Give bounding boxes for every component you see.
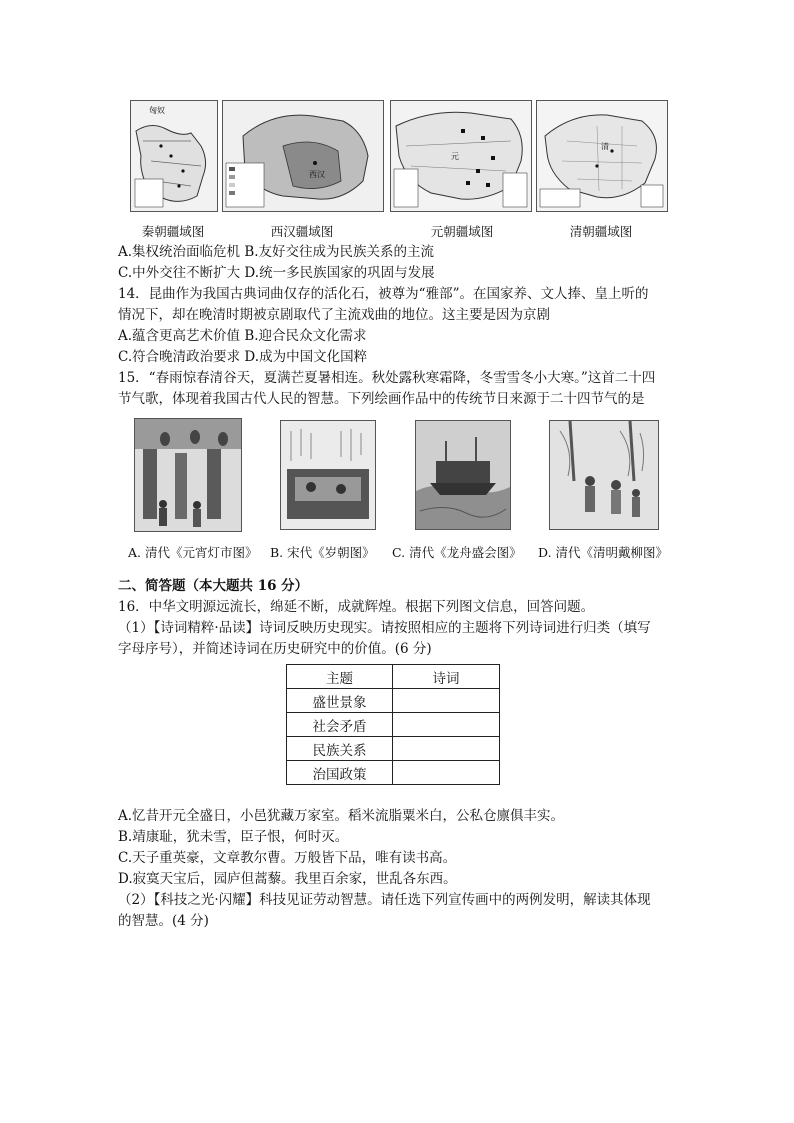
map-xihan-label: 西汉	[309, 170, 325, 179]
q16-part1-line1: （1）【诗词精粹·品读】诗词反映历史现实。请按照相应的主题将下列诗词进行归类（填写	[118, 620, 651, 636]
painting-b-drawing	[281, 421, 375, 529]
map-caption-xihan: 西汉疆域图	[270, 224, 334, 239]
map-qin-drawing	[131, 101, 217, 211]
q16-intro: 16．中华文明源远流长，绵延不断，成就辉煌。根据下列图文信息，回答问题。	[118, 599, 595, 615]
topic-header: 主题	[287, 665, 393, 689]
q14-option-ab: A.蕴含更高艺术价值 B.迎合民众文化需求	[118, 328, 367, 344]
painting-b	[280, 420, 376, 530]
table-row	[287, 713, 500, 737]
q13-option-ab: A.集权统治面临危机 B.友好交往成为民族关系的主流	[118, 244, 435, 260]
painting-c-drawing	[416, 421, 510, 529]
poem-a: A.忆昔开元全盛日，小邑犹藏万家室。稻米流脂粟米白，公私仓廪俱丰实。	[118, 808, 565, 824]
painting-caption-d: D. 清代《清明戴柳图》	[538, 545, 669, 560]
poem-b: B.靖康耻，犹未雪，臣子恨，何时灭。	[118, 829, 349, 845]
table-row	[287, 689, 500, 713]
answer-cell[interactable]	[393, 737, 500, 761]
map-qing-drawing	[537, 101, 667, 211]
poem-c: C.天子重英豪，文章教尔曹。万般皆下品，唯有读书高。	[118, 850, 457, 866]
map-caption-yuan: 元朝疆域图	[430, 224, 494, 239]
q16-part2-line2: 的智慧。(4 分)	[118, 913, 209, 929]
poem-d: D.寂寞天宝后，园庐但蒿藜。我里百余家，世乱各东西。	[118, 871, 457, 887]
q15-stem-line2: 节气歌，体现着我国古代人民的智慧。下列绘画作品中的传统节日来源于二十四节气的是	[118, 391, 645, 407]
painting-a	[134, 418, 242, 532]
painting-caption-c: C. 清代《龙舟盛会图》	[392, 545, 522, 560]
q16-part2-line1: （2）【科技之光·闪耀】科技见证劳动智慧。请任选下列宣传画中的两例发明，解读其体现	[118, 892, 651, 908]
q14-stem-line2: 情况下，却在晚清时期被京剧取代了主流戏曲的地位。这主要是因为京剧	[118, 307, 550, 323]
topic-table-header	[287, 665, 500, 689]
painting-caption-a: A. 清代《元宵灯市图》	[128, 545, 258, 560]
answer-cell[interactable]	[393, 761, 500, 785]
map-caption-qin: 秦朝疆域图	[141, 224, 205, 239]
q16-part1-line2: 字母序号），并简述诗词在历史研究中的价值。(6 分)	[118, 641, 432, 657]
painting-caption-b: B. 宋代《岁朝图》	[270, 545, 375, 560]
section-2-title: 二、简答题（本大题共 16 分）	[118, 578, 309, 594]
table-row	[287, 737, 500, 761]
map-yuan-drawing	[391, 101, 531, 211]
map-yuan-label: 元	[451, 152, 459, 161]
topic-cell: 治国政策	[287, 761, 393, 785]
q13-option-cd: C.中外交往不断扩大 D.统一多民族国家的巩固与发展	[118, 265, 435, 281]
map-qing-label: 清	[601, 142, 609, 151]
map-xihan-drawing	[223, 101, 383, 211]
topic-cell: 盛世景象	[287, 689, 393, 713]
map-qin	[130, 100, 218, 212]
topic-cell: 民族关系	[287, 737, 393, 761]
table-row	[287, 761, 500, 785]
painting-d-drawing	[550, 421, 658, 529]
map-yuan	[390, 100, 532, 212]
painting-c	[415, 420, 511, 530]
topic-cell: 社会矛盾	[287, 713, 393, 737]
answer-cell[interactable]	[393, 713, 500, 737]
answer-cell[interactable]	[393, 689, 500, 713]
q14-option-cd: C.符合晚清政治要求 D.成为中国文化国粹	[118, 349, 368, 365]
q15-stem-line1: 15．“春雨惊春清谷天，夏满芒夏暑相连。秋处露秋寒霜降，冬雪雪冬小大寒。”这首二十四	[118, 370, 656, 386]
map-qin-label: 匈奴	[149, 106, 165, 115]
map-qing	[536, 100, 668, 212]
painting-d	[549, 420, 659, 530]
map-caption-qing: 清朝疆域图	[569, 224, 633, 239]
map-xihan	[222, 100, 384, 212]
poem-header: 诗词	[393, 665, 500, 689]
topic-table	[286, 664, 500, 785]
painting-a-drawing	[135, 419, 241, 531]
q14-stem-line1: 14．昆曲作为我国古典词曲仅存的活化石，被尊为“雅部”。在国家养、文人捧、皇上听的	[118, 286, 649, 302]
